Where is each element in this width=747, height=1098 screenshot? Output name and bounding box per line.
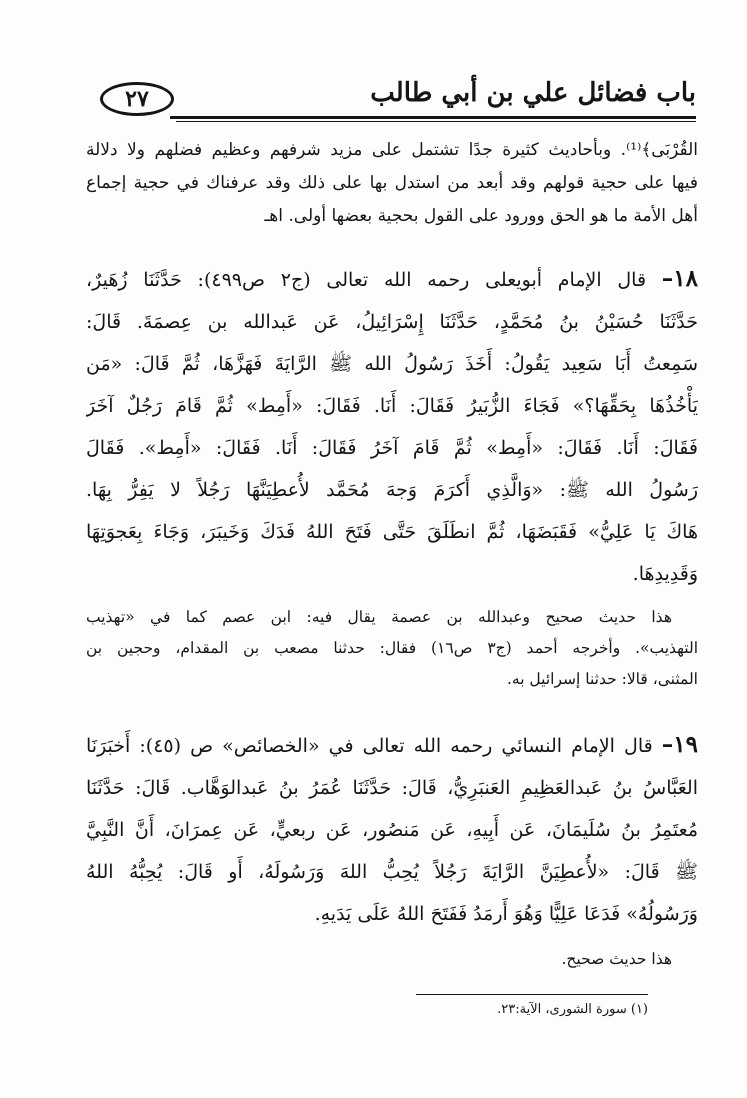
page-number: ٢٧ (100, 82, 174, 116)
text-line: وَقَدِيدِهَا. (632, 563, 698, 585)
text-line: فَقَالَ: أَنَا. فَقَالَ: «أَمِط» ثُمَّ قَامَ آخَرُ فَقَالَ: أَنَا. فَقَالَ: «أَمِط». فَقَالَ (86, 437, 698, 459)
hadith-number: ١٨– (661, 265, 698, 292)
text-line: هَاكَ يَا عَلِيُّ» فَقَبَضَهَا، ثُمَّ انطَلَقَ حَتَّى فَتَحَ اللهُ فَدَكَ وَخَيبَرَ، وَجَاءَ بِعَجوَتِهَا (86, 521, 698, 543)
hadith-19-commentary (86, 944, 698, 975)
text-line: القُرْبَى﴾⁽¹⁾. وبأحاديث كثيرة جدًا تشتمل على مزيد شرفهم وعظيم فضلهم ولا دلالة (86, 140, 698, 160)
text-line: يَأْخُذُهَا بِحَقِّهَا؟» فَجَاءَ الزُّبَيرُ فَقَالَ: أَنَا. فَقَالَ: «أَمِط» ثُمَّ قَامَ رَجُلٌ آخَرَ (86, 395, 698, 417)
text-line: ﷺ قَالَ: «لأُعطِيَنَّ الرَّايَةَ رَجُلاً يُحِبُّ اللهَ وَرَسُولَهُ، أَو قَالَ: يُحِبُّهُ اللهُ (86, 861, 698, 883)
hadith-18 (86, 258, 698, 595)
page-header (94, 60, 696, 120)
hadith-number: ١٩– (661, 731, 698, 758)
text-line: أهل الأمة ما هو الحق وورود على القول بحجية بعضها أولى. اهـ (264, 206, 698, 226)
text-line: حَدَّثَنَا حُسَيْنُ بنُ مُحَمَّدٍ، حَدَّثَنَا إِسْرَائِيلُ، عَن عَبدالله بن عِصمَةَ. قَالَ: (86, 311, 698, 333)
footnote-separator (416, 994, 648, 995)
text-line: مُعتَمِرُ بنُ سُلَيمَانَ، عَن أَبِيهِ، عَن مَنصُور، عَن ربعيٍّ، عَن عِمرَانَ، أَنَّ النَّبِيَّ (86, 819, 698, 841)
chapter-title: باب فضائل علي بن أبي طالب (370, 78, 696, 108)
text-line: العَبَّاسُ بنُ عَبدالعَظِيمِ العَنبَرِيُّ، قَالَ: حَدَّثَنَا عُمَرُ بنُ عَبدالوَهَّاب. قَالَ: حَدَّثَنَا (86, 777, 698, 799)
hadith-first-line (86, 724, 698, 767)
text-line: وَرَسُولُهُ» فَدَعَا عَلِيًّا وَهُوَ أَرمَدُ فَفَتَحَ اللهُ عَلَى يَدَيهِ. (314, 903, 698, 925)
hadith-intro: قال الإمام أبويعلى رحمه الله تعالى (ج٢ ص٤٩٩): حَدَّثَنَا زُهَيرٌ، (86, 269, 647, 291)
text-line: المثنى، قالا: حدثنا إسرائيل به. (506, 670, 698, 688)
footnote: (١) سورة الشورى، الآية:٢٣. (497, 1002, 648, 1017)
header-rule (170, 116, 696, 119)
hadith-intro: قال الإمام النسائي رحمه الله تعالى في «الخصائص» ص (٤٥): أَخبَرَنَا (86, 735, 653, 757)
text-line: التهذيب». وأخرجه أحمد (ج٣ ص١٦) فقال: حدثنا مصعب بن المقدام، وحجين بن (86, 639, 698, 657)
hadith-18-commentary (86, 602, 698, 695)
hadith-first-line (86, 258, 698, 301)
text-line: رَسُولُ الله ﷺ: «وَالَّذِي أَكرَمَ وَجهَ مُحَمَّد لأُعطِيَنَّهَا رَجُلاً لا يَفِرُّ بِهَا. (86, 479, 698, 501)
text-line: هذا حديث صحيح. (561, 950, 672, 968)
text-line: سَمِعتُ أَبَا سَعِيد يَقُولُ: أَخَذَ رَسُولُ الله ﷺ الرَّايَةَ فَهَزَّهَا، ثُمَّ قَالَ: «مَن (86, 353, 698, 375)
header-rule-thin (176, 121, 696, 122)
intro-paragraph (86, 134, 698, 233)
hadith-19 (86, 724, 698, 935)
text-line: فيها على حجية قولهم وقد أبعد من استدل بها على ذلك وقد عرفناك في حجية إجماع (86, 173, 698, 193)
text-line: هذا حديث صحيح وعبدالله بن عصمة يقال فيه: ابن عصم كما في «تهذيب (86, 608, 672, 626)
